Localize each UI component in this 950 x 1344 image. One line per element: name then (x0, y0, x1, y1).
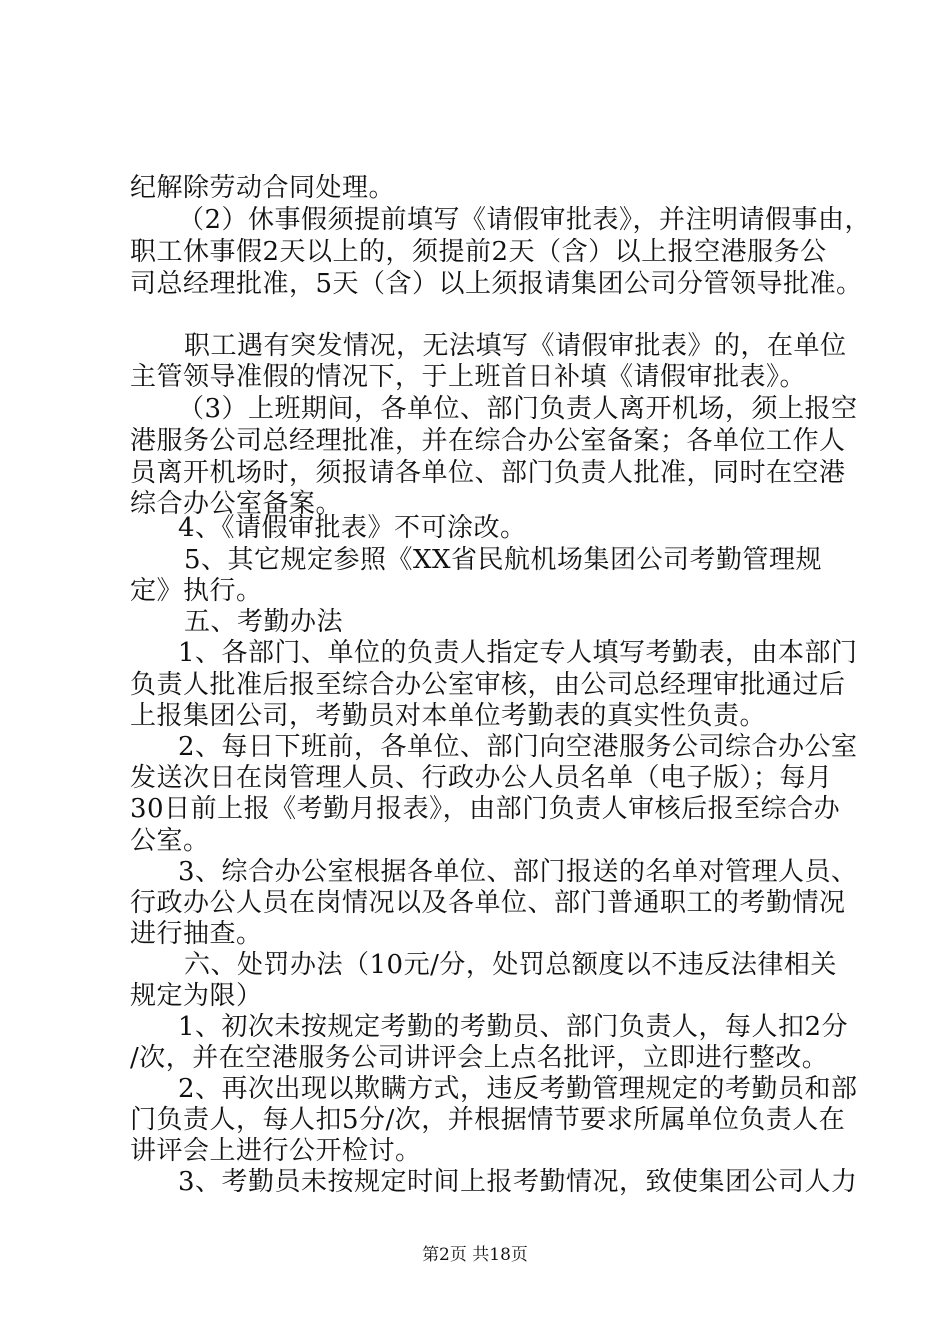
page-number-footer: 第2页 共18页 (422, 1245, 528, 1265)
text-line: 进行抽查。 (130, 919, 263, 949)
text-line: /次，并在空港服务公司讲评会上点名批评，立即进行整改。 (130, 1043, 829, 1073)
text-line: 司总经理批准，5天（含）以上须报请集团公司分管领导批准。 (130, 269, 863, 299)
text-line: 综合办公室备案。 (130, 489, 343, 519)
text-line: 规定为限） (130, 981, 263, 1011)
text-line: 上报集团公司，考勤员对本单位考勤表的真实性负责。 (130, 701, 767, 731)
section-heading: 六、处罚办法（10元/分，处罚总额度以不违反法律相关 (184, 950, 837, 980)
text-line: 5、其它规定参照《XX省民航机场集团公司考勤管理规 (184, 545, 823, 575)
text-line: 30日前上报《考勤月报表》，由部门负责人审核后报至综合办 (130, 794, 841, 824)
text-line: 4、《请假审批表》不可涂改。 (178, 513, 527, 543)
text-line: 公室。 (130, 826, 210, 856)
text-line: （2）休事假须提前填写《请假审批表》，并注明请假事由， (178, 205, 872, 235)
text-line: 讲评会上进行公开检讨。 (130, 1136, 422, 1166)
text-line: 主管领导准假的情况下，于上班首日补填《请假审批表》。 (130, 362, 807, 392)
text-line: 发送次日在岗管理人员、行政办公人员名单（电子版）；每月 (130, 763, 833, 793)
text-line: 门负责人，每人扣5分/次，并根据情节要求所属单位负责人在 (130, 1105, 846, 1135)
text-line: 职工遇有突发情况，无法填写《请假审批表》的，在单位 (184, 331, 847, 361)
text-line: 3、综合办公室根据各单位、部门报送的名单对管理人员、 (178, 857, 858, 887)
section-heading: 五、考勤办法 (184, 607, 344, 637)
text-line: 3、考勤员未按规定时间上报考勤情况，致使集团公司人力 (178, 1167, 858, 1197)
text-line: 1、各部门、单位的负责人指定专人填写考勤表，由本部门 (178, 638, 858, 668)
text-line: 港服务公司总经理批准，并在综合办公室备案；各单位工作人 (130, 426, 846, 456)
text-line: 纪解除劳动合同处理。 (130, 173, 396, 203)
text-line: 负责人批准后报至综合办公室审核，由公司总经理审批通过后 (130, 670, 846, 700)
text-line: 员离开机场时，须报请各单位、部门负责人批准，同时在空港 (130, 458, 846, 488)
text-line: 2、每日下班前，各单位、部门向空港服务公司综合办公室 (178, 732, 858, 762)
text-line: 1、初次未按规定考勤的考勤员、部门负责人，每人扣2分 (178, 1012, 849, 1042)
text-line: （3）上班期间，各单位、部门负责人离开机场，须上报空 (178, 394, 858, 424)
text-line: 2、再次出现以欺瞒方式，违反考勤管理规定的考勤员和部 (178, 1074, 858, 1104)
text-line: 职工休事假2天以上的，须提前2天（含）以上报空港服务公 (130, 237, 827, 267)
text-line: 行政办公人员在岗情况以及各单位、部门普通职工的考勤情况 (130, 888, 846, 918)
text-line: 定》执行。 (130, 576, 263, 606)
